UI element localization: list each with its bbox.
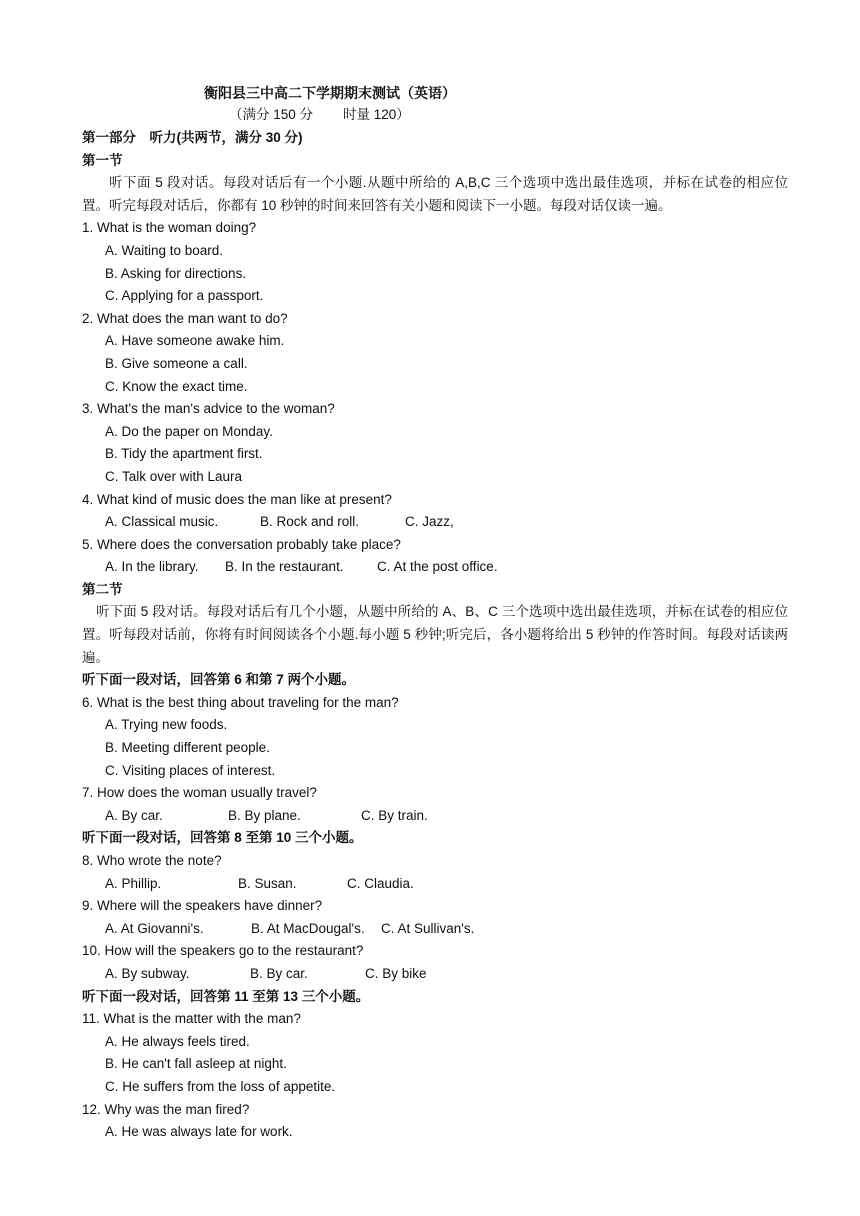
question-4-options — [82, 511, 788, 534]
question-12-option-a: A. He was always late for work. — [105, 1124, 293, 1140]
dialogue-group-3: 听下面一段对话，回答第 11 至第 13 三个小题。 — [82, 988, 370, 1004]
section1-heading: 第一节 — [82, 152, 123, 168]
full-score: （满分 150 分 — [229, 107, 314, 122]
question-4-option-c: C. Jazz, — [405, 514, 454, 530]
question-10-option-a: A. By subway. — [105, 965, 190, 981]
question-7-options — [82, 805, 788, 828]
question-6-option-c: C. Visiting places of interest. — [105, 762, 276, 778]
question-2-option-b: B. Give someone a call. — [105, 355, 248, 371]
question-10: 10. How will the speakers go to the restaurant? — [82, 943, 364, 959]
question-12: 12. Why was the man fired? — [82, 1101, 250, 1117]
question-6: 6. What is the best thing about traveling for the man? — [82, 694, 399, 710]
time-limit: 时量 120） — [343, 107, 410, 122]
question-11: 11. What is the matter with the man? — [82, 1011, 301, 1027]
question-3: 3. What's the man's advice to the woman? — [82, 401, 335, 417]
part1-heading: 第一部分 听力(共两节，满分 30 分) — [82, 130, 303, 145]
question-9-options — [82, 918, 788, 941]
question-9-option-a: A. At Giovanni's. — [105, 920, 204, 936]
question-3-option-b: B. Tidy the apartment first. — [105, 446, 263, 462]
question-6-option-a: A. Trying new foods. — [105, 717, 228, 733]
question-3-option-a: A. Do the paper on Monday. — [105, 423, 273, 439]
section1-instructions: 听下面 5 段对话。每段对话后有一个小题.从题中所给的 A,B,C 三个选项中选出最佳选项，并标在试卷的相应位置。听完每段对话后，你都有 10 秒钟的时间来回答有关小题和阅读下一小题。每段对话仅读一遍。 — [82, 175, 788, 213]
question-11-option-c: C. He suffers from the loss of appetite. — [105, 1078, 336, 1094]
question-8-option-b: B. Susan. — [238, 875, 297, 891]
question-5-option-b: B. In the restaurant. — [225, 559, 344, 575]
question-3-option-c: C. Talk over with Laura — [105, 468, 243, 484]
question-8: 8. Who wrote the note? — [82, 853, 222, 868]
section2-instructions: 听下面 5 段对话。每段对话后有几个小题，从题中所给的 A、B、C 三个选项中选出最佳选项，并标在试卷的相应位置。听每段对话前，你将有时间阅读各个小题.每小题 5 秒钟;听完后，各小题将给出 5 秒钟的作答时间。每段对话读两遍。 — [82, 604, 788, 665]
question-9-option-b: B. At MacDougal's. — [251, 920, 365, 936]
question-7-option-b: B. By plane. — [228, 807, 301, 823]
question-10-options — [82, 963, 788, 986]
question-10-option-c: C. By bike — [365, 965, 427, 981]
question-1: 1. What is the woman doing? — [82, 220, 257, 236]
question-2: 2. What does the man want to do? — [82, 310, 288, 326]
question-5-options — [82, 556, 788, 579]
question-10-option-b: B. By car. — [250, 965, 308, 981]
question-7-option-a: A. By car. — [105, 807, 163, 823]
question-4: 4. What kind of music does the man like at present? — [82, 491, 392, 507]
question-5-option-a: A. In the library. — [105, 559, 199, 575]
dialogue-group-2: 听下面一段对话，回答第 8 至第 10 三个小题。 — [82, 830, 363, 846]
question-7-option-c: C. By train. — [361, 807, 428, 823]
exam-page — [82, 82, 788, 1144]
question-2-option-c: C. Know the exact time. — [105, 378, 248, 394]
question-4-option-b: B. Rock and roll. — [260, 514, 360, 530]
question-7: 7. How does the woman usually travel? — [82, 785, 317, 801]
question-4-option-a: A. Classical music. — [105, 514, 219, 530]
exam-subtitle — [82, 104, 788, 127]
question-8-option-a: A. Phillip. — [105, 875, 162, 891]
question-9-option-c: C. At Sullivan's. — [381, 920, 475, 936]
dialogue-group-1: 听下面一段对话，回答第 6 和第 7 两个小题。 — [82, 672, 356, 688]
question-5-option-c: C. At the post office. — [377, 559, 498, 575]
question-5: 5. Where does the conversation probably take place? — [82, 536, 401, 552]
exam-title: 衡阳县三中高二下学期期末测试（英语） — [204, 85, 456, 101]
question-9: 9. Where will the speakers have dinner? — [82, 898, 323, 914]
question-11-option-b: B. He can't fall asleep at night. — [105, 1056, 287, 1072]
question-1-option-a: A. Waiting to board. — [105, 242, 224, 258]
question-8-option-c: C. Claudia. — [347, 875, 414, 891]
question-11-option-a: A. He always feels tired. — [105, 1033, 250, 1049]
question-2-option-a: A. Have someone awake him. — [105, 333, 285, 349]
question-8-options — [82, 873, 788, 896]
question-6-option-b: B. Meeting different people. — [105, 740, 270, 756]
question-1-option-b: B. Asking for directions. — [105, 265, 247, 281]
question-1-option-c: C. Applying for a passport. — [105, 288, 264, 304]
section2-heading: 第二节 — [82, 581, 123, 597]
